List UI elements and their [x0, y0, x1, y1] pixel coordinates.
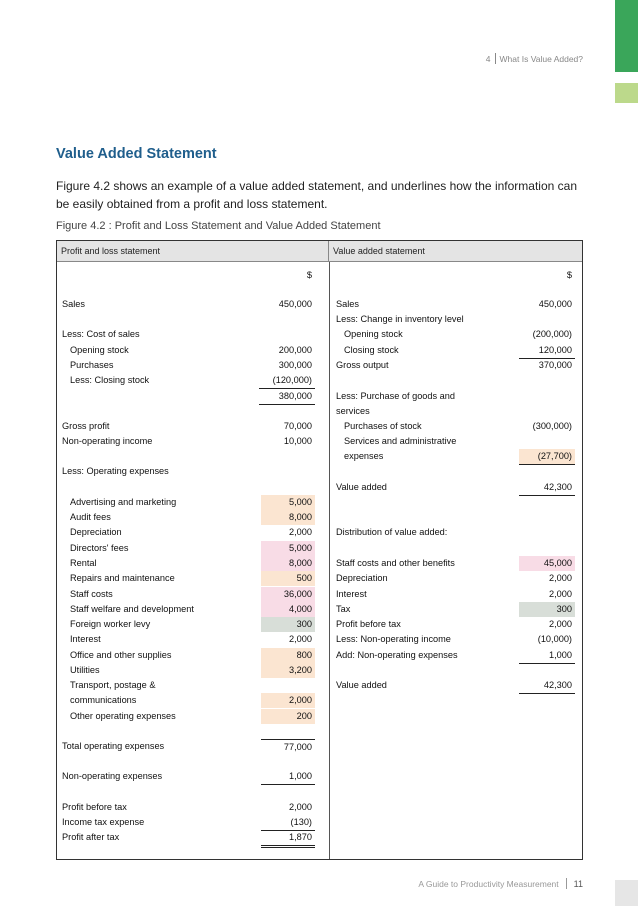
- table-row: [57, 389, 329, 404]
- table-row: [329, 449, 582, 464]
- row-label: Less: Cost of sales: [62, 329, 140, 339]
- table-row: [329, 678, 582, 693]
- row-value: 450,000: [278, 299, 312, 309]
- header-divider: [495, 53, 496, 64]
- row-label: Value added: [336, 680, 387, 690]
- table-row: [57, 800, 329, 815]
- table-row: [57, 495, 329, 510]
- figure-caption: Figure 4.2 : Profit and Loss Statement and Value Added Statement: [56, 220, 381, 232]
- row-label: Interest: [336, 589, 367, 599]
- row-value: 1,000: [261, 769, 315, 785]
- row-value: 2,000: [549, 619, 572, 629]
- table-row: [329, 297, 582, 312]
- row-value: 380,000: [259, 389, 315, 405]
- row-value: (200,000): [532, 329, 572, 339]
- row-value: 77,000: [261, 739, 315, 755]
- row-label: Distribution of value added:: [336, 527, 448, 537]
- table-row: [57, 648, 329, 663]
- footer-divider: [566, 878, 567, 889]
- intro-paragraph: Figure 4.2 shows an example of a value added statement, and underlines how the information can be easily obtained from a profit and loss statement.: [56, 179, 577, 211]
- row-value: 8,000: [261, 510, 315, 525]
- row-label: Purchases of stock: [344, 421, 422, 431]
- row-label: Advertising and marketing: [70, 497, 177, 507]
- row-value: 2,000: [289, 802, 312, 812]
- row-label: Value added: [336, 482, 387, 492]
- table-row: [57, 739, 329, 754]
- table-row: [329, 525, 582, 540]
- row-label: Foreign worker levy: [70, 619, 151, 629]
- row-value: (10,000): [537, 634, 572, 644]
- row-label: Profit before tax: [336, 619, 401, 629]
- row-value: 450,000: [538, 299, 572, 309]
- table-row: [57, 373, 329, 388]
- row-value: 500: [261, 571, 315, 586]
- table-row: [57, 541, 329, 556]
- row-label: Office and other supplies: [70, 650, 172, 660]
- table-row: [57, 617, 329, 632]
- row-label: Less: Change in inventory level: [336, 314, 464, 324]
- row-label: Non-operating income: [62, 436, 153, 446]
- table-row: [329, 268, 582, 283]
- row-label: Add: Non-operating expenses: [336, 650, 458, 660]
- table-row: [57, 525, 329, 540]
- row-label: Gross profit: [62, 421, 110, 431]
- row-value: 5,000: [261, 541, 315, 556]
- table-row: [329, 571, 582, 586]
- table-row: [329, 389, 582, 404]
- table-row: [57, 268, 329, 283]
- row-label: Directors' fees: [70, 543, 129, 553]
- row-label: Income tax expense: [62, 817, 145, 827]
- row-value: 2,000: [289, 634, 312, 644]
- row-value: 36,000: [261, 587, 315, 602]
- table-row: [57, 464, 329, 479]
- row-label: Sales: [62, 299, 85, 309]
- table-row: [57, 419, 329, 434]
- row-value: 200,000: [278, 345, 312, 355]
- row-label: expenses: [344, 451, 384, 461]
- table-row: [57, 769, 329, 784]
- table-row: [329, 419, 582, 434]
- table-row: [329, 617, 582, 632]
- row-label: Staff costs and other benefits: [336, 558, 455, 568]
- row-label: Less: Closing stock: [70, 375, 150, 385]
- statement-table: [56, 240, 583, 860]
- table-row: [57, 709, 329, 724]
- row-label: Tax: [336, 604, 351, 614]
- row-value: (130): [261, 815, 315, 831]
- right-column-header: Value added statement: [329, 241, 582, 262]
- row-label: Transport, postage &: [70, 680, 156, 690]
- row-label: communications: [70, 695, 137, 705]
- section-title: Value Added Statement: [56, 146, 217, 162]
- table-row: [57, 678, 329, 693]
- decorative-light-green-block: [615, 83, 638, 103]
- table-row: [329, 587, 582, 602]
- table-row: [57, 663, 329, 678]
- row-label: Less: Non-operating income: [336, 634, 451, 644]
- row-label: Sales: [336, 299, 359, 309]
- row-value: 300: [261, 617, 315, 632]
- table-row: [329, 556, 582, 571]
- chapter-title: What Is Value Added?: [499, 53, 583, 64]
- row-label: Staff costs: [70, 589, 113, 599]
- table-row: [57, 602, 329, 617]
- row-value: 1,000: [519, 648, 575, 664]
- table-row: [57, 571, 329, 586]
- table-row: [57, 510, 329, 525]
- row-value: (300,000): [532, 421, 572, 431]
- table-row: [57, 434, 329, 449]
- chapter-number: 4: [485, 53, 491, 64]
- table-row: [57, 556, 329, 571]
- currency-label: $: [566, 270, 572, 280]
- row-value: (27,700): [519, 449, 575, 465]
- row-label: Profit before tax: [62, 802, 127, 812]
- table-row: [57, 830, 329, 847]
- row-label: Rental: [70, 558, 97, 568]
- page-footer: [418, 878, 583, 889]
- row-value: 800: [261, 648, 315, 663]
- row-value: 45,000: [519, 556, 575, 571]
- row-label: Opening stock: [70, 345, 129, 355]
- table-row: [329, 358, 582, 373]
- table-row: [57, 327, 329, 342]
- row-value: 2,000: [289, 527, 312, 537]
- row-label: Less: Purchase of goods and: [336, 391, 456, 401]
- left-column-header: Profit and loss statement: [57, 241, 329, 262]
- row-label: Depreciation: [336, 573, 388, 583]
- row-value: 42,300: [519, 678, 575, 694]
- page-header: [486, 53, 583, 64]
- table-row: [329, 648, 582, 663]
- row-label: Purchases: [70, 360, 114, 370]
- table-row: [329, 632, 582, 647]
- row-label: Audit fees: [70, 512, 111, 522]
- decorative-green-bar: [615, 0, 638, 72]
- table-row: [57, 297, 329, 312]
- row-label: Gross output: [336, 360, 389, 370]
- table-row: [329, 312, 582, 327]
- row-label: services: [336, 406, 370, 416]
- row-value: 5,000: [261, 495, 315, 510]
- row-value: 3,200: [261, 663, 315, 678]
- row-label: Services and administrative: [344, 436, 457, 446]
- row-value: 70,000: [283, 421, 312, 431]
- row-value: 300,000: [278, 360, 312, 370]
- table-row: [329, 404, 582, 419]
- row-value: 370,000: [538, 360, 572, 370]
- table-row: [57, 632, 329, 647]
- row-value: (120,000): [259, 373, 315, 389]
- row-label: Repairs and maintenance: [70, 573, 175, 583]
- row-value: 42,300: [519, 480, 575, 496]
- row-value: 1,870: [261, 830, 315, 848]
- footer-title: A Guide to Productivity Measurement: [418, 878, 559, 889]
- row-value: 10,000: [283, 436, 312, 446]
- row-value: 2,000: [549, 573, 572, 583]
- row-value: 200: [261, 709, 315, 724]
- row-label: Total operating expenses: [62, 741, 165, 751]
- table-row: [57, 815, 329, 830]
- row-value: 2,000: [549, 589, 572, 599]
- table-row: [329, 602, 582, 617]
- row-label: Less: Operating expenses: [62, 466, 169, 476]
- row-value: 4,000: [261, 602, 315, 617]
- table-row: [57, 587, 329, 602]
- decorative-footer-block: [615, 880, 638, 906]
- table-row: [57, 343, 329, 358]
- row-label: Profit after tax: [62, 832, 120, 842]
- row-label: Other operating expenses: [70, 711, 176, 721]
- currency-label: $: [306, 270, 312, 280]
- row-label: Non-operating expenses: [62, 771, 163, 781]
- row-label: Staff welfare and development: [70, 604, 194, 614]
- row-label: Depreciation: [70, 527, 122, 537]
- table-row: [329, 327, 582, 342]
- table-row: [329, 434, 582, 449]
- table-row: [57, 693, 329, 708]
- row-label: Utilities: [70, 665, 100, 675]
- row-label: Opening stock: [344, 329, 403, 339]
- table-row: [329, 480, 582, 495]
- row-label: Interest: [70, 634, 101, 644]
- row-label: Closing stock: [344, 345, 399, 355]
- row-value: 300: [519, 602, 575, 617]
- table-row: [57, 358, 329, 373]
- page-number: 11: [573, 878, 583, 889]
- table-row: [329, 343, 582, 358]
- row-value: 120,000: [519, 343, 575, 359]
- row-value: 8,000: [261, 556, 315, 571]
- row-value: 2,000: [261, 693, 315, 708]
